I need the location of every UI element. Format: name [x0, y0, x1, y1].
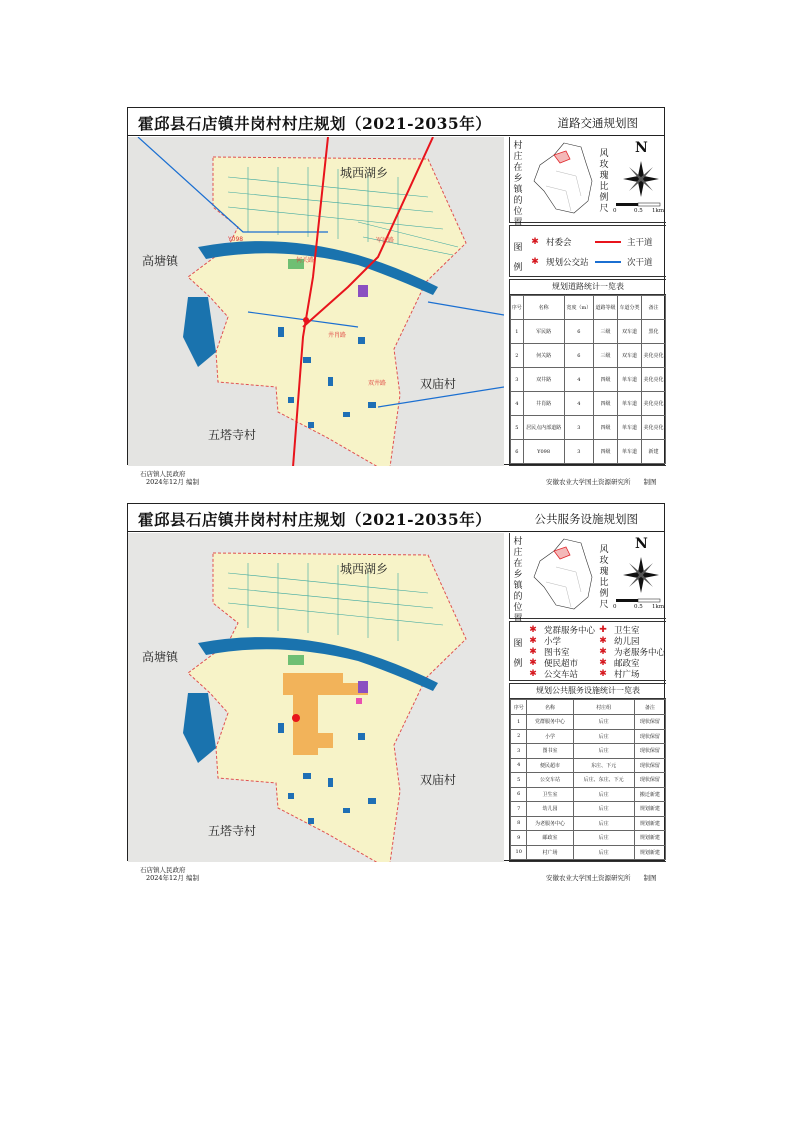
table-row: 4 井肖路 4 四级 单车道 美化亮化 [511, 392, 666, 416]
place-wutasi: 五塔寺村 [208, 428, 257, 442]
compass-rose-icon [621, 159, 661, 199]
footer-right-2: 安徽农业大学国土资源研究所 制图 [546, 874, 657, 882]
road-label-shuangjing: 双井路 [368, 380, 387, 387]
rose-label: 风 玫 瑰 比 例 尺 [599, 545, 609, 610]
place-gaotang: 高塘镇 [142, 650, 179, 664]
sheet-public-service-plan [127, 503, 665, 861]
legend-bus-station: ✱ 公交车站 [529, 669, 579, 680]
sheet-road-plan [127, 107, 665, 465]
legend-main-road: 主干道 [595, 236, 653, 248]
road-map [128, 137, 504, 466]
post-office-icon: ✱ [599, 658, 607, 668]
table-row: 3 双井路 4 四级 单车道 美化亮化 [511, 368, 666, 392]
location-box [509, 137, 666, 228]
legend-village-square: ✱ 村广场 [599, 669, 640, 680]
table-row: 6 Y098 3 四级 单车道 新建 [511, 440, 666, 464]
main-title: 霍邱县石店镇井岗村村庄规划（2021-2035年） [138, 510, 492, 529]
scale-0: 0 [613, 208, 617, 214]
service-center-icon: ✱ [529, 625, 537, 635]
footer-right-1: 安徽农业大学国土资源研究所 制图 [546, 478, 657, 486]
table-row: 5 居民点内部道路 3 四级 单车道 美化亮化 [511, 416, 666, 440]
place-wutasi: 五塔寺村 [208, 824, 257, 838]
scale-end: 1km [652, 604, 665, 610]
road-label-jingxiao: 井肖路 [328, 332, 347, 339]
footer-mid-1: 编制 [186, 478, 199, 486]
legend-school: ✱ 小学 [529, 636, 562, 647]
scale-end: 1km [652, 208, 665, 214]
main-road-line-icon [595, 241, 621, 243]
school-icon: ✱ [529, 636, 537, 646]
location-box [509, 533, 666, 624]
legend-elderly-center: ✱ 为老服务中心 [599, 647, 666, 658]
road-label-heguan: 何关路 [296, 257, 315, 264]
side-panel [509, 533, 666, 862]
clinic-icon: ✚ [599, 625, 607, 635]
table-row: 10 村广场 后庄 规划新建 [511, 845, 666, 860]
legend-bus-stop: ✱ 规划公交站 [531, 257, 589, 268]
legend-service-center: ✱ 党群服务中心 [529, 625, 596, 636]
road-map-svg [128, 137, 504, 466]
road-label-junmin: 军民路 [376, 237, 395, 244]
library-icon: ✱ [529, 647, 537, 657]
footer-left-2: 石店镇人民政府 2024年12月 [140, 866, 186, 882]
locator-map [526, 537, 596, 613]
bus-station-icon: ✱ [529, 669, 537, 679]
place-chengxihu: 城西湖乡 [340, 562, 389, 576]
service-stats-table [510, 699, 666, 860]
village-committee-icon: ✱ [531, 237, 539, 247]
table-row: 1 党群服务中心 后庄 现状保留 [511, 715, 666, 730]
elderly-center-icon: ✱ [599, 647, 607, 657]
road-label-y098: Y098 [228, 236, 244, 243]
service-map [128, 533, 504, 862]
table-row: 6 卫生室 后庄 搬迁新建 [511, 787, 666, 802]
supermarket-icon: ✱ [529, 658, 537, 668]
service-table-title: 规划公共服务设施统计一览表 [510, 684, 666, 699]
table-row: 9 邮政室 后庄 规划新建 [511, 831, 666, 846]
legend-box [509, 621, 666, 681]
sheet-header [128, 504, 664, 532]
road-table-title: 规划道路统计一览表 [510, 280, 666, 295]
table-row: 2 小学 后庄 现状保留 [511, 729, 666, 744]
north-label: N [635, 140, 648, 156]
bus-stop-icon: ✱ [531, 257, 539, 267]
location-label: 村 庄 在 乡 镇 的 位 置 [513, 141, 523, 228]
compass-rose-icon [621, 555, 661, 595]
table-row: 5 公交车站 后庄、东庄、下元 现状保留 [511, 773, 666, 788]
road-stats-table [510, 295, 666, 464]
place-shuangmiao: 双庙村 [420, 377, 457, 391]
location-label: 村 庄 在 乡 镇 的 位 置 [513, 537, 523, 624]
legend-clinic: ✚ 卫生室 [599, 625, 640, 636]
table-row: 2 何关路 6 三级 双车道 美化亮化 [511, 344, 666, 368]
legend-label: 图 例 [513, 243, 523, 273]
legend-library: ✱ 图书室 [529, 647, 570, 658]
scale-mid: 0.5 [634, 208, 643, 214]
village-committee-marker [303, 317, 309, 323]
service-map-svg [128, 533, 504, 862]
table-row: 3 图书室 后庄 现状保留 [511, 744, 666, 759]
sub-title: 道路交通规划图 [557, 116, 638, 130]
legend-supermarket: ✱ 便民超市 [529, 658, 579, 669]
table-row: 1 军民路 6 三级 双车道 黑化 [511, 320, 666, 344]
footer-left-1: 石店镇人民政府 2024年12月 [140, 470, 186, 486]
legend-post-office: ✱ 邮政室 [599, 658, 640, 669]
place-gaotang: 高塘镇 [142, 254, 179, 268]
legend-secondary-road: 次干道 [595, 256, 653, 268]
table-row: 7 幼儿园 后庄 规划新建 [511, 802, 666, 817]
scale-0: 0 [613, 604, 617, 610]
kindergarten-icon: ✱ [599, 636, 607, 646]
footer-mid-2: 编制 [186, 874, 199, 882]
service-stats-table-box [509, 683, 666, 862]
service-center-marker [292, 714, 300, 722]
sheet-header [128, 108, 664, 136]
scale-mid: 0.5 [634, 604, 643, 610]
road-stats-table-box [509, 279, 666, 466]
rose-label: 风 玫 瑰 比 例 尺 [599, 149, 609, 214]
legend-kindergarten: ✱ 幼儿园 [599, 636, 640, 647]
table-header-row: 序号 名称 宽度（m） 道路等级 车道分类 备注 [511, 296, 666, 320]
side-panel [509, 137, 666, 466]
place-chengxihu: 城西湖乡 [340, 166, 389, 180]
sub-title: 公共服务设施规划图 [534, 512, 638, 526]
legend-box [509, 225, 666, 277]
locator-map [526, 141, 596, 217]
village-square-icon: ✱ [599, 669, 607, 679]
secondary-road-line-icon [595, 261, 621, 263]
main-title: 霍邱县石店镇井岗村村庄规划（2021-2035年） [138, 114, 492, 133]
table-row: 4 便民超市 东庄、下元 现状保留 [511, 758, 666, 773]
table-row: 8 为老服务中心 后庄 规划新建 [511, 816, 666, 831]
legend-label: 图 例 [513, 639, 523, 669]
table-header-row: 序号 名称 村庄组 备注 [511, 700, 666, 715]
place-shuangmiao: 双庙村 [420, 773, 457, 787]
legend-village-committee: ✱ 村委会 [531, 237, 572, 248]
north-label: N [635, 536, 648, 552]
